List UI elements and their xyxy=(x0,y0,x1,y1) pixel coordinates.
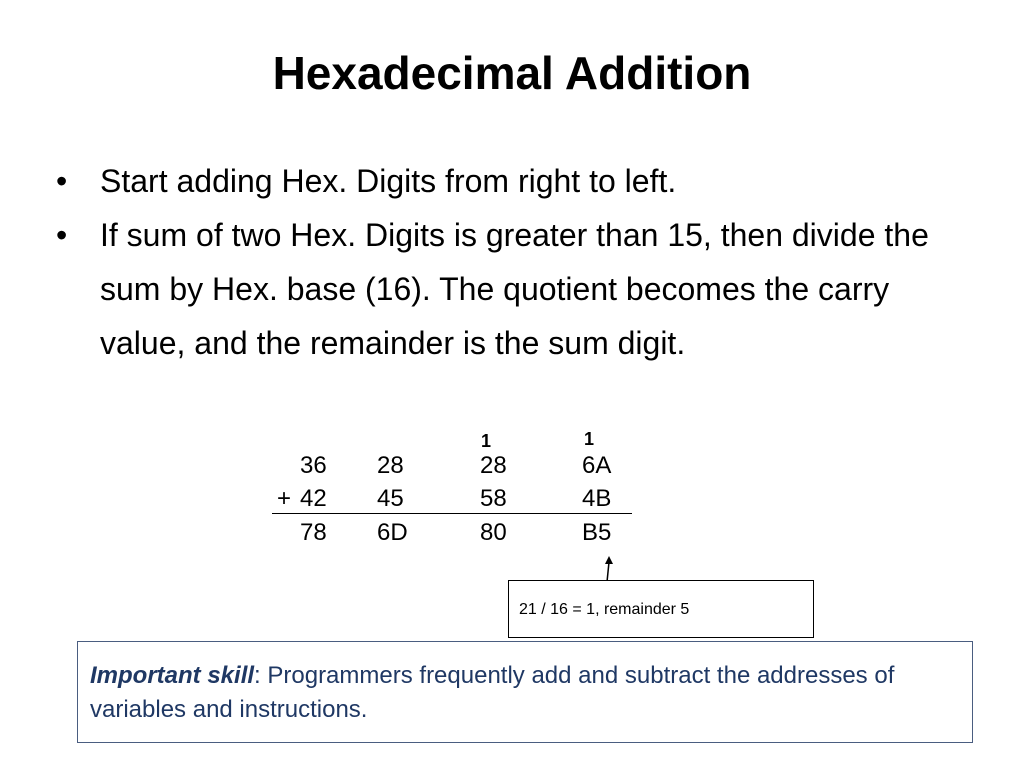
sum: 6D xyxy=(377,519,408,546)
bullet-marker: • xyxy=(56,217,68,253)
addend-bottom: 42 xyxy=(300,485,327,512)
bullet-text: If sum of two Hex. Digits is greater than 15, then divide the sum by Hex. base (16). The quotient becomes the carry value, and the remainder is the sum digit. xyxy=(100,217,929,361)
skill-label: Important skill xyxy=(90,662,255,689)
addend-bottom: 45 xyxy=(377,485,404,512)
bullet-marker: • xyxy=(56,163,68,199)
note-box xyxy=(508,580,814,638)
skill-text: : Programmers frequently add and subtract the addresses of variables and instructions. xyxy=(90,662,895,723)
important-skill-box xyxy=(77,641,973,743)
addend-top: 28 xyxy=(377,452,404,479)
addend-bottom: 58 xyxy=(480,485,507,512)
addend-bottom: 4B xyxy=(582,485,612,512)
bullet-text: Start adding Hex. Digits from right to left. xyxy=(100,163,677,199)
slide-title: Hexadecimal Addition xyxy=(272,47,752,99)
sum: 80 xyxy=(480,519,507,546)
addend-top: 36 xyxy=(300,452,327,479)
sum-rule xyxy=(272,513,632,514)
note-text: 21 / 16 = 1, remainder 5 xyxy=(519,601,690,618)
addend-top: 6A xyxy=(582,452,612,479)
sum: B5 xyxy=(582,519,612,546)
carry-digit: 1 xyxy=(481,431,492,451)
carry-digit: 1 xyxy=(584,429,595,449)
plus-sign: + xyxy=(277,485,292,512)
addend-top: 28 xyxy=(480,452,507,479)
sum: 78 xyxy=(300,519,327,546)
